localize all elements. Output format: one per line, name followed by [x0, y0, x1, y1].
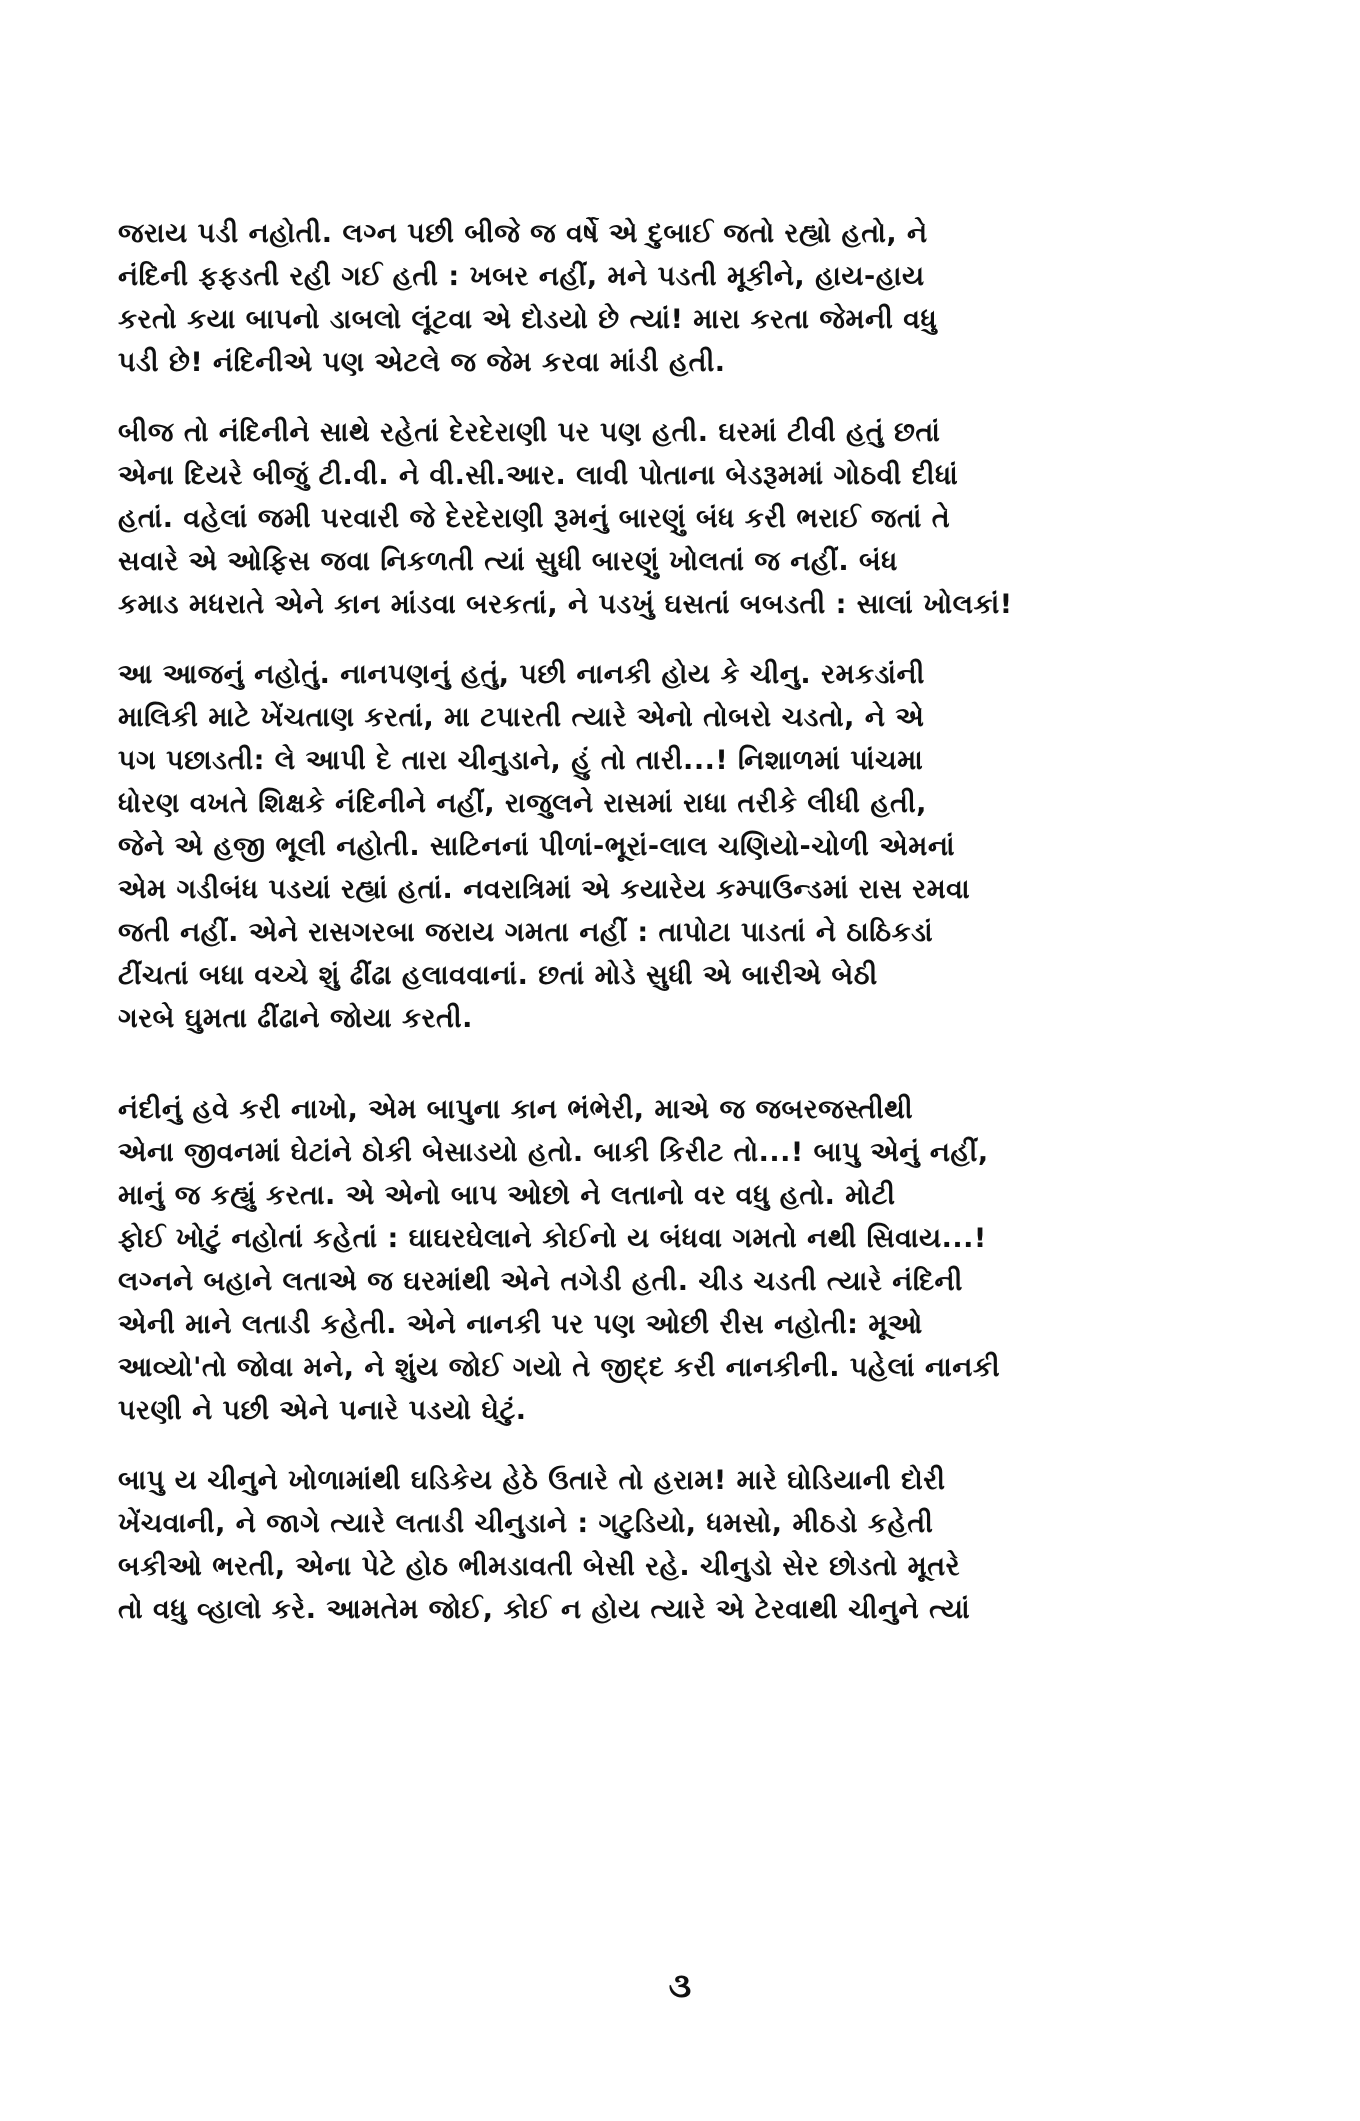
text-line: હતાં. વહેલાં જમી પરવારી જે દેરદેરાણી રૂમનું બારણું બંધ કરી ભરાઈ જતાં તે	[118, 503, 951, 534]
paragraph	[118, 212, 1243, 384]
text-line: ખેંચવાની, ને જાગે ત્યારે લતાડી ચીનુડાને : ગટુડિયો, ધમસો, મીઠડો કહેતી	[118, 1508, 934, 1539]
text-line: એની માને લતાડી કહેતી. એને નાનકી પર પણ ઓછી રીસ નહોતી: મૂઓ	[118, 1309, 923, 1340]
text-line: પગ પછાડતી: લે આપી દે તારા ચીનુડાને, હું તો તારી...! નિશાળમાં પાંચમા	[118, 745, 924, 776]
text-line: જરાય પડી નહોતી. લગ્ન પછી બીજે જ વર્ષે એ દુબાઈ જતો રહ્યો હતો, ને	[118, 218, 928, 249]
text-line: ધોરણ વખતે શિક્ષકે નંદિનીને નહીં, રાજુલને રાસમાં રાધા તરીકે લીધી હતી,	[118, 788, 927, 819]
text-line: બીજ તો નંદિનીને સાથે રહેતાં દેરદેરાણી પર પણ હતી. ઘરમાં ટીવી હતું છતાં	[118, 417, 941, 448]
text-line: આવ્યો'તો જોવા મને, ને શુંય જોઈ ગયો તે જીદ્દ કરી નાનકીની. પહેલાં નાનકી	[118, 1352, 1001, 1383]
paragraph	[118, 1459, 1243, 1631]
text-line: એના જીવનમાં ઘેટાંને ઠોકી બેસાડયો હતો. બાકી કિરીટ તો...! બાપુ એનું નહીં,	[118, 1137, 989, 1168]
text-line: લગ્નને બહાને લતાએ જ ઘરમાંથી એને તગેડી હતી. ચીડ ચડતી ત્યારે નંદિની	[118, 1266, 963, 1297]
body-text	[118, 212, 1243, 1658]
text-line: જતી નહીં. એને રાસગરબા જરાય ગમતા નહીં : તાપોટા પાડતાં ને ઠાઠિકડાં	[118, 917, 934, 948]
text-line: જેને એ હજી ભૂલી નહોતી. સાટિનનાં પીળાં-ભૂરાં-લાલ ચણિયો-ચોળી એમનાં	[118, 831, 956, 862]
text-line: સવારે એ ઓફિસ જવા નિકળતી ત્યાં સુધી બારણું ખોલતાં જ નહીં. બંધ	[118, 546, 898, 577]
text-line: ટીંચતાં બધા વચ્ચે શું ઢીંઢા હલાવવાનાં. છતાં મોડે સુધી એ બારીએ બેઠી	[118, 960, 878, 991]
paragraph	[118, 411, 1243, 626]
paragraph	[118, 653, 1243, 1040]
text-line: માલિકી માટે ખેંચતાણ કરતાં, મા ટપારતી ત્યારે એનો તોબરો ચડતો, ને એ	[118, 702, 925, 733]
text-line: ફોઈ ખોટું નહોતાં કહેતાં : ઘાઘરઘેલાને કોઈનો ય બંધવા ગમતો નથી સિવાય...!	[118, 1223, 987, 1254]
text-line: પડી છે! નંદિનીએ પણ એટલે જ જેમ કરવા માંડી હતી.	[118, 347, 726, 378]
text-line: કમાડ મધરાતે એને કાન માંડવા બરકતાં, ને પડખું ઘસતાં બબડતી : સાલાં ખોલકાં!	[118, 589, 1013, 620]
text-line: બકીઓ ભરતી, એના પેટે હોઠ ભીમડાવતી બેસી રહે. ચીનુડો સેર છોડતો મૂતરે	[118, 1551, 961, 1582]
text-line: એમ ગડીબંધ પડયાં રહ્યાં હતાં. નવરાત્રિમાં એ કયારેય કમ્પાઉન્ડમાં રાસ રમવા	[118, 874, 971, 905]
text-line: નંદીનું હવે કરી નાખો, એમ બાપુના કાન ભંભેરી, માએ જ જબરજસ્તીથી	[118, 1094, 914, 1125]
page-number: ૩	[668, 1966, 692, 2006]
text-line: માનું જ કહ્યું કરતા. એ એનો બાપ ઓછો ને લતાનો વર વધુ હતો. મોટી	[118, 1180, 896, 1211]
paragraph	[118, 1088, 1243, 1432]
text-line: પરણી ને પછી એને પનારે પડયો ઘેટું.	[118, 1395, 527, 1426]
text-line: આ આજનું નહોતું. નાનપણનું હતું, પછી નાનકી હોય કે ચીનુ. રમકડાંની	[118, 659, 925, 690]
text-line: તો વધુ વ્હાલો કરે. આમતેમ જોઈ, કોઈ ન હોય ત્યારે એ ટેરવાથી ચીનુને ત્યાં	[118, 1594, 971, 1625]
text-line: નંદિની ફફડતી રહી ગઈ હતી : ખબર નહીં, મને પડતી મૂકીને, હાય-હાય	[118, 261, 925, 292]
text-line: ગરબે ઘુમતા ઢીંઢાને જોયા કરતી.	[118, 1003, 473, 1034]
text-line: બાપુ ય ચીનુને ખોળામાંથી ઘડિકેય હેઠે ઉતારે તો હરામ! મારે ઘોડિયાની દોરી	[118, 1465, 946, 1496]
text-line: કરતો કયા બાપનો ડાબલો લૂંટવા એ દોડયો છે ત્યાં! મારા કરતા જેમની વધુ	[118, 304, 938, 335]
text-line: એના દિયરે બીજું ટી.વી. ને વી.સી.આર. લાવી પોતાના બેડરૂમમાં ગોઠવી દીધાં	[118, 460, 959, 491]
